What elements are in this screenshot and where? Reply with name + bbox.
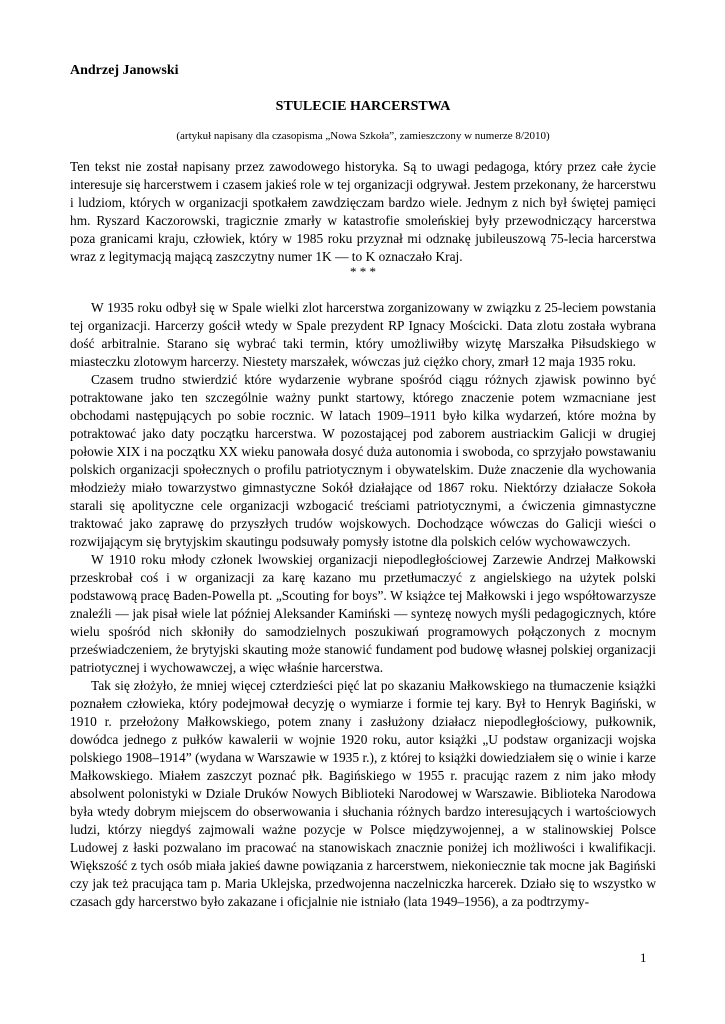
author-name: Andrzej Janowski: [70, 63, 179, 78]
article-subtitle: (artykuł napisany dla czasopisma „Nowa Szkoła”, zamieszczony w numerze 8/2010): [176, 130, 550, 142]
body-paragraph-1: W 1935 roku odbył się w Spale wielki zlot harcerstwa zorganizowany w związku z 25-leciem powstania tej organizacji. Harcerzy gościł wtedy w Spale prezydent RP Ignacy Mościcki. Data zlotu została wybrana dość arbitralnie. Starano się wybrać taki termin, który umożliwiłby wizytę Marszałka Piłsudskiego w miasteczku zlotowym harcerzy. Niestety marszałek, wówczas już ciężko chory, zmarł 12 maja 1935 roku.: [70, 300, 656, 369]
intro-paragraph: Ten tekst nie został napisany przez zawodowego historyka. Są to uwagi pedagoga, który przez całe życie interesuje się harcerstwem i czasem jakieś role w tej organizacji odgrywał. Jestem przekonany, że harcerstwu i ludziom, których w organizacji spotkałem zawdzięczam bardzo wiele. Jednym z nich był świętej pamięci hm. Ryszard Kaczorowski, tragicznie zmarły w katastrofie smoleńskiej były przewodniczący harcerstwa poza granicami kraju, człowiek, który w 1985 roku przyznał mi odznakę jubileuszową 75-lecia harcerstwa wraz z legitymacją mającą zaszczytny numer 1K — to K oznaczało Kraj.: [70, 159, 656, 264]
body-paragraph-3: W 1910 roku młody członek lwowskiej organizacji niepodległościowej Zarzewie Andrzej Małkowski przeskrobał coś i w organizacji za karę kazano mu przetłumaczyć z angielskiego na użytek polski podstawową pracę Baden-Powella pt. „Scouting for boys”. W książce tej Małkowski i jego współtowarzysze znaleźli — jak pisał wiele lat później Aleksander Kamiński — syntezę nowych myśli pedagogicznych, które wielu spośród nich skłoniły do samodzielnych poszukiwań programowych połączonych z mocnym przeświadczeniem, że brytyjski skauting może stanowić fundament pod budowę własnej polskiej organizacji patriotycznej i wychowawczej, a więc właśnie harcerstwa.: [70, 552, 656, 675]
section-separator: * * *: [350, 264, 376, 279]
body-paragraph-2: Czasem trudno stwierdzić które wydarzenie wybrane spośród ciągu różnych zjawisk powinno być potraktowane jako ten szczególnie ważny punkt startowy, którego znaczenie potem wzmacniane jest obchodami następujących po sobie rocznic. W latach 1909–1911 było kilka wydarzeń, które można by potraktować jako daty początku harcerstwa. W pozostającej pod zaborem austriackim Galicji w drugiej połowie XIX i na początku XX wieku panowała dosyć duża autonomia i swoboda, co sprzyjało powstawaniu polskich organizacji społecznych o profilu patriotycznym i obywatelskim. Duże znaczenie dla wychowania młodzieży miało towarzystwo gimnastyczne Sokół działające od 1867 roku. Niektórzy działacze Sokoła starali się apolityczne cele organizacji wzbogacić treściami patriotycznymi, a ćwiczenia gimnastyczne traktować jako zaprawę do przyszłych trudów wojskowych. Dochodzące wówczas do Galicji wieści o rozwijającym się brytyjskim skautingu podsuwały pomysły istotne dla polskich celów wychowawczych.: [70, 372, 656, 549]
body-paragraph-4: Tak się złożyło, że mniej więcej czterdzieści pięć lat po skazaniu Małkowskiego na tłumaczenie książki poznałem człowieka, który podejmował decyzję o wymiarze i formie tej kary. Był to Henryk Bagiński, w 1910 r. przełożony Małkowskiego, potem znany i zasłużony działacz niepodległościowy, pułkownik, dowódca jednego z pułków kawalerii w wojnie 1920 roku, autor książki „U podstaw organizacji wojska polskiego 1908–1914” (wydana w Warszawie w 1935 r.), z której to książki dowiedziałem się o winie i karze Małkowskiego. Miałem zaszczyt poznać płk. Bagińskiego w 1955 r. pracując razem z nim jako młody absolwent polonistyki w Dziale Druków Nowych Biblioteki Narodowej w Warszawie. Biblioteka Narodowa była wtedy dobrym miejscem do obserwowania i słuchania różnych bardzo interesujących i wartościowych ludzi, którzy niegdyś zajmowali ważne pozycje w Polsce międzywojennej, a w stalinowskiej Polsce Ludowej z łaski pozwalano im pracować na stanowiskach znacznie poniżej ich możliwości i kwalifikacji. Większość z tych osób miała jakieś dawne powiązania z harcerstwem, niekoniecznie tak mocne jak Bagiński czy jak też pracująca tam p. Maria Uklejska, przedwojenna naczelniczka harcerek. Działo się to wszystko w czasach gdy harcerstwo było zakazane i oficjalnie nie istniało (lata 1949–1956), a za podtrzymy-: [70, 678, 656, 909]
document-page: [70, 62, 656, 911]
article-title: STULECIE HARCERSTWA: [275, 99, 451, 114]
page-number: 1: [640, 950, 647, 965]
